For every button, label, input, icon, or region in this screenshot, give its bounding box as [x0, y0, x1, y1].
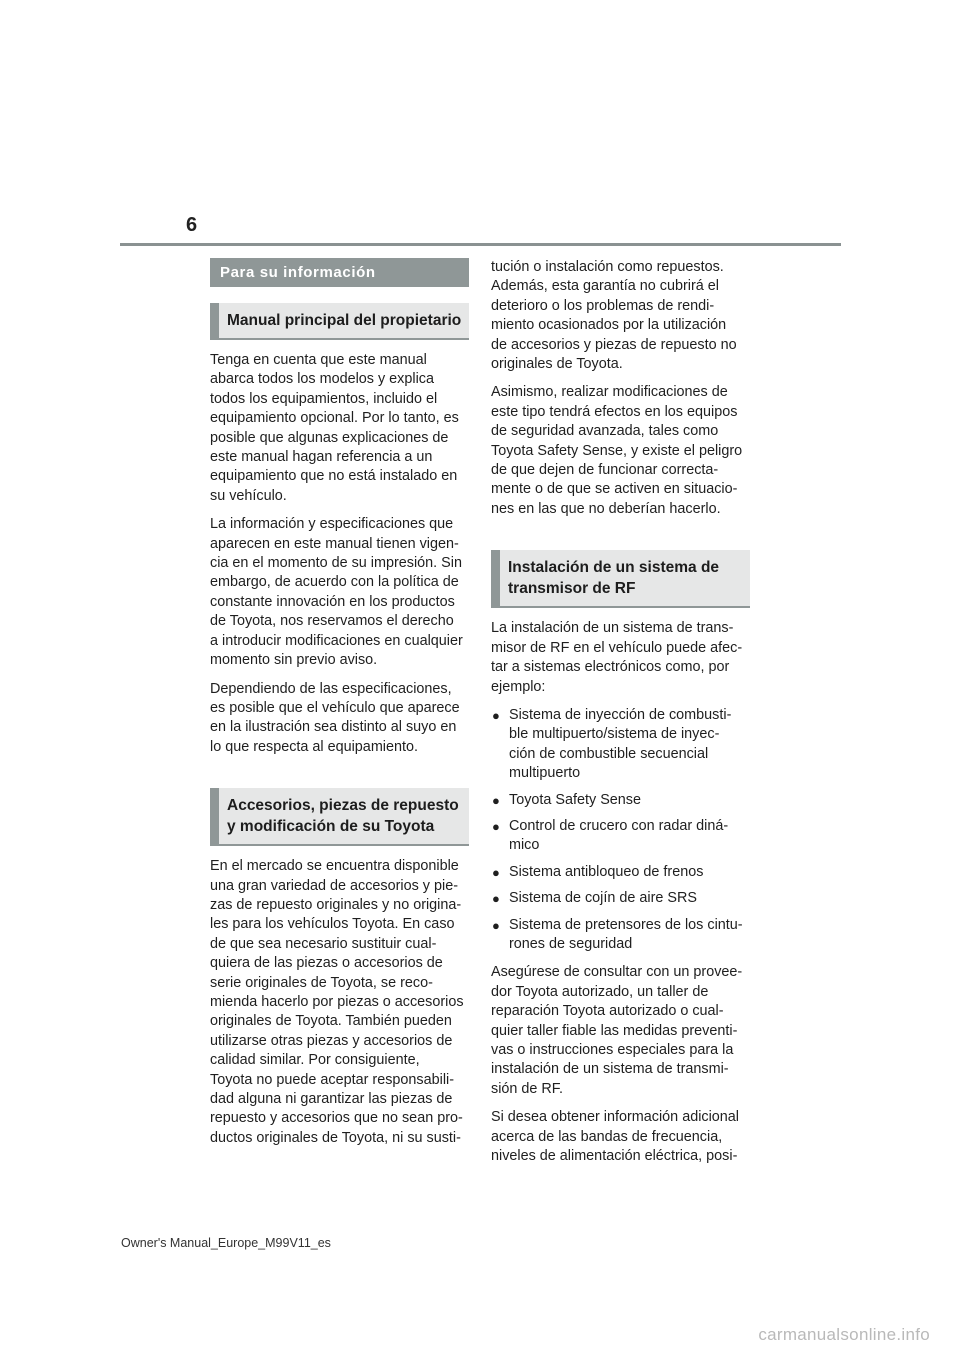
heading-line: transmisor de RF: [508, 580, 636, 598]
subsection-heading-manual: [210, 303, 469, 340]
watermark: carmanualsonline.info: [758, 1325, 930, 1344]
bullet-list: [491, 706, 750, 954]
heading-line: Instalación de un sistema de: [508, 559, 720, 577]
bullet-icon: ●: [492, 917, 500, 933]
paragraph: Si desea obtener información adicional acerca de las bandas de frecuencia, niveles de alimentación eléctrica, posi-: [491, 1109, 739, 1165]
paragraph: La información y especificaciones que aparecen en este manual tienen vigen- cia en el momento de su impresión. Sin embargo, de acuerdo con la política de constante innovación en los productos de Toyota, nos reservamos el derecho a introducir modificaciones en cualquier momento sin previo aviso.: [210, 516, 463, 669]
subsection-heading-accesorios: [210, 788, 469, 846]
paragraph: En el mercado se encuentra disponible una gran variedad de accesorios y pie- zas de repuesto originales y no origina- les para los vehículos Toyota. En caso de que sea necesario sustituir cual- quiera de las piezas o accesorios de serie originales de Toyota, se reco- mienda hacerlo por piezas o accesorios originales de Toyota. También pueden utilizarse otras piezas y accesorios de calidad similar. Por consiguiente, Toyota no puede aceptar responsabili- dad alguna ni garantizar las piezas de repuesto y accesorios que no sean pro- ductos originales de Toyota, ni su susti-: [210, 858, 464, 1146]
bullet-icon: ●: [492, 891, 500, 907]
bullet-icon: ●: [492, 792, 500, 808]
paragraph: Asimismo, realizar modificaciones de este tipo tendrá efectos en los equipos de seguridad avanzada, tales como Toyota Safety Sense, y existe el peligro de que dejen de funcionar correcta- mente o de que se activen en situacio- nes en las que no deberían hacerlo.: [491, 384, 743, 517]
list-item: ● Sistema de inyección de combusti- ble multipuerto/sistema de inyec- ción de combustible secuencial multipuerto: [492, 706, 732, 782]
bullet-icon: ●: [492, 818, 500, 834]
right-column: [491, 258, 750, 1175]
heading-line: Manual principal del propietario: [227, 312, 462, 329]
page-number: 6: [186, 214, 198, 236]
footer-doc-id: Owner's Manual_Europe_M99V11_es: [121, 1236, 331, 1250]
header-divider: [120, 243, 841, 246]
heading-line: Accesorios, piezas de repuesto: [227, 797, 459, 815]
list-item: ● Control de crucero con radar diná- mico: [492, 817, 729, 854]
paragraph: tución o instalación como repuestos. Además, esta garantía no cubrirá el deterioro o los problemas de rendi- miento ocasionados por la utilización de accesorios y piezas de repuesto no originales de Toyota.: [491, 259, 737, 373]
paragraph: Tenga en cuenta que este manual abarca todos los modelos y explica todos los equipamientos, incluido el equipamiento opcional. Por lo tanto, es posible que algunas explicaciones de este manual hagan referencia a un equipamiento que no está instalado en su vehículo.: [210, 352, 459, 504]
paragraph: Dependiendo de las especificaciones, es posible que el vehículo que aparece en la ilustración sea distinto al suyo en lo que respecta al equipamiento.: [210, 680, 460, 755]
heading-line: y modificación de su Toyota: [227, 818, 435, 836]
list-item: ● Sistema de pretensores de los cintu- rones de seguridad: [492, 916, 743, 952]
paragraph: Asegúrese de consultar con un provee- dor Toyota autorizado, un taller de reparación Toyota autorizado o cual- quier taller fiable las medidas preventi- vas o instrucciones especiales para la instalación de un sistema de transmi- sión de RF.: [491, 964, 743, 1097]
list-item: ● Toyota Safety Sense: [491, 791, 750, 810]
bullet-icon: ●: [492, 707, 500, 723]
section-title: Para su información: [210, 258, 469, 287]
list-item: ● Sistema de cojín de aire SRS: [491, 889, 750, 908]
bullet-icon: ●: [492, 864, 500, 880]
paragraph: La instalación de un sistema de trans- misor de RF en el vehículo puede afec- tar a sistemas electrónicos como, por ejemplo:: [491, 620, 743, 695]
subsection-heading-rf: [491, 550, 750, 608]
list-item: ● Sistema antibloqueo de frenos: [491, 863, 750, 882]
left-column: [210, 258, 469, 1157]
